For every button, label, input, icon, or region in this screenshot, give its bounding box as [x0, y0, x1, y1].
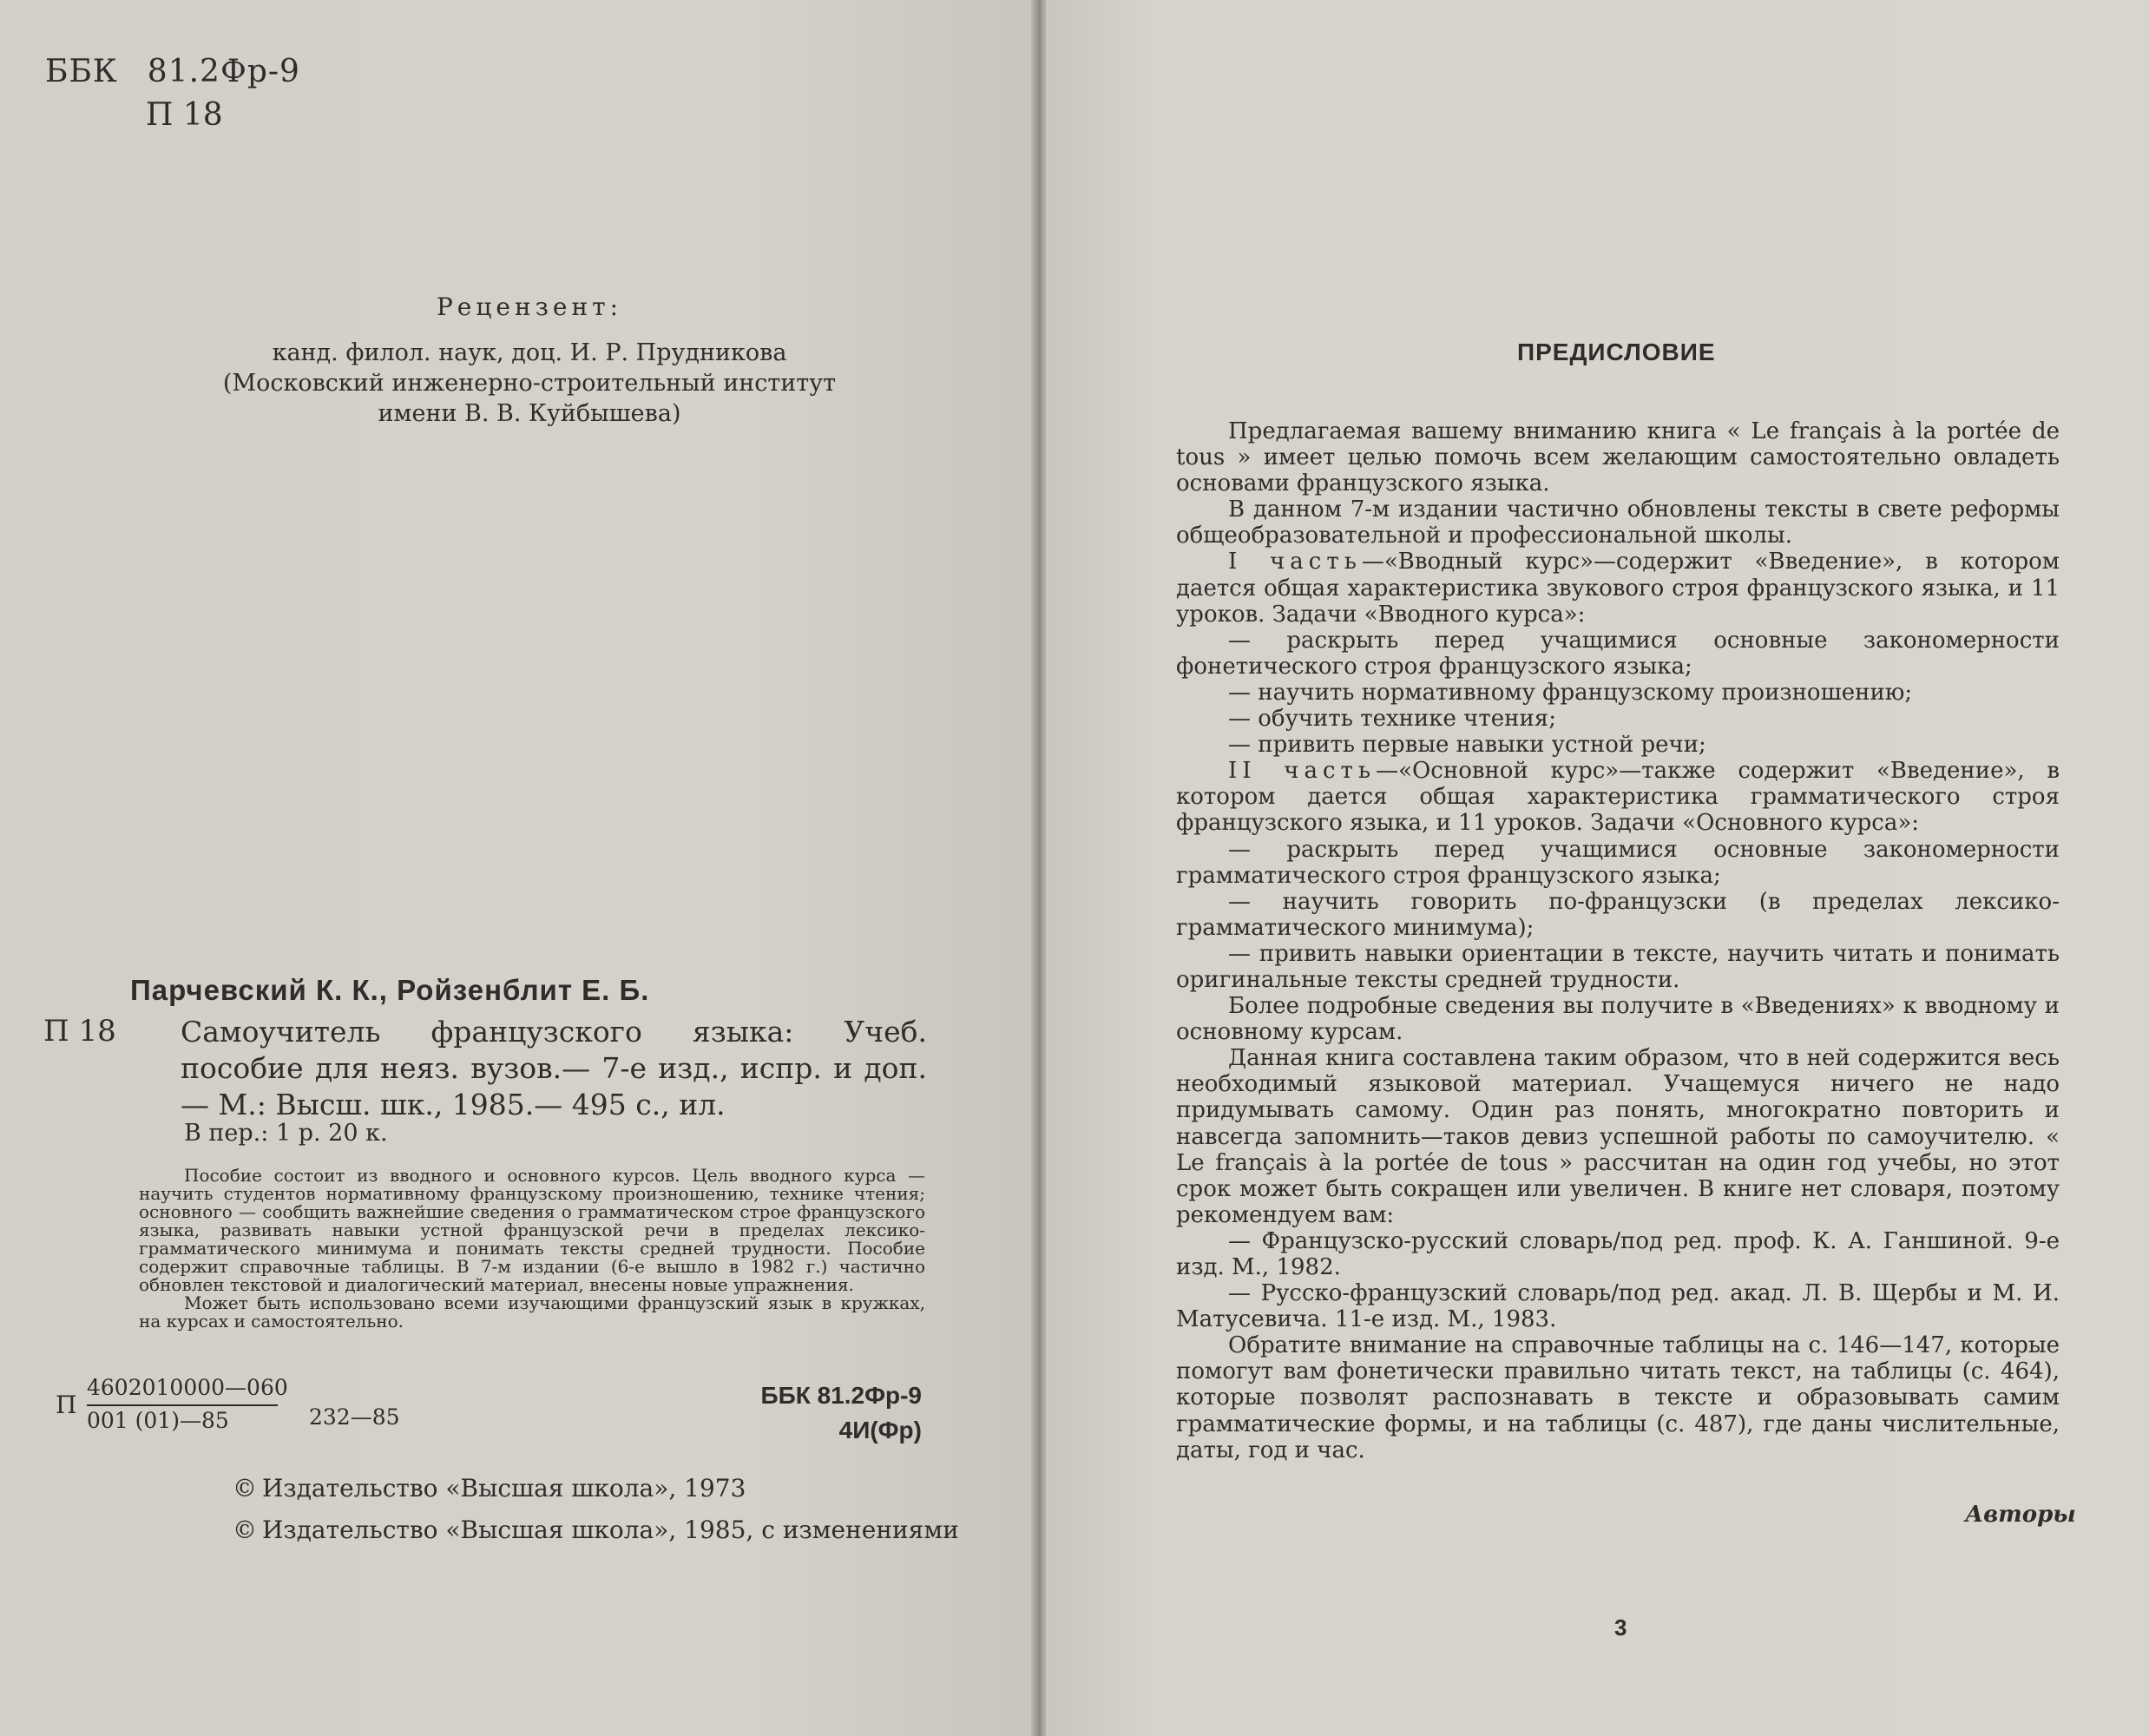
- reviewer-heading: Рецензент:: [436, 293, 623, 321]
- index-code-2: П 18: [43, 1014, 116, 1049]
- task-item: — привить первые навыки устной речи;: [1228, 732, 1706, 759]
- page-number: 3: [1614, 1614, 1627, 1641]
- preface-paragraph: [1176, 549, 2060, 627]
- class-code: 4И(Фр): [838, 1417, 922, 1443]
- bbk-label: ББК: [45, 54, 118, 89]
- dictionary-item: — Русско-французский словарь/под ред. акад. Л. В. Щербы и М. И. Матусевича. 11-е изд. М., 1983.: [1176, 1280, 2060, 1333]
- task-item: — обучить технике чтения;: [1228, 706, 1556, 733]
- annotation-paragraph: Пособие состоит из вводного и основного курсов. Цель вводного курса — научить студентов нормативному французскому произношению, технике чтения; основного — сообщить важнейшие сведения о грамматическом строе французского языка, развивать навыки устной французской речи в пределах лексико-грамматического минимума и понимать тексты средней трудности. Пособие содержит справочные таблицы. В 7-м издании (6-е вышло в 1982 г.) частично обновлен текстовой и диалогический материал, внесены новые упражнения.: [139, 1165, 925, 1295]
- copyright-icon: ©: [233, 1474, 257, 1503]
- copyright-icon: ©: [233, 1516, 257, 1544]
- preface-body: [1176, 418, 2060, 1463]
- preface-paragraph: [1176, 758, 2060, 836]
- bbk-header: [45, 54, 300, 89]
- copyright-text: Издательство «Высшая школа», 1985, с изменениями: [262, 1516, 959, 1544]
- dictionary-item: — Французско-русский словарь/под ред. проф. К. А. Ганшиной. 9-е изд. М., 1982.: [1176, 1227, 2060, 1280]
- preface-paragraph: Данная книга составлена таким образом, что в ней содержится весь необходимый языковой материал. Учащемуся ничего не надо придумывать самому. Один раз понять, многократно повторить и навсегда запомнить—таков девиз успешной работы по самоучителю. « Le français à la portée de tous » рассчитан на один год учебы, но этот срок может быть сокращен или увеличен. В книге нет словаря, поэтому рекомендуем вам:: [1176, 1045, 2060, 1228]
- part-text: —«Основной курс»—также содержит «Введение», в котором дается общая характеристика грамматического строя французского языка, и 11 уроков. Задачи «Основного курса»:: [1176, 758, 2060, 837]
- task-item: — раскрыть перед учащимися основные закономерности грамматического строя французского языка;: [1176, 836, 2060, 889]
- left-page: [0, 0, 1037, 1736]
- part-label: I часть: [1228, 549, 1362, 575]
- bbk-bottom-code: ББК 81.2Фр-9: [760, 1382, 922, 1409]
- bbk-footer: [748, 1378, 922, 1448]
- reviewer-line: имени В. В. Куйбышева): [378, 400, 681, 427]
- part-label: II часть: [1228, 758, 1377, 785]
- task-item: — научить говорить по-французски (в пределах лексико-грамматического минимума);: [1176, 888, 2060, 941]
- copyright-1973: [233, 1474, 746, 1503]
- preface-paragraph: Предлагаемая вашему вниманию книга « Le français à la portée de tous » имеет целью помочь всем желающим самостоятельно овладеть основами французского языка.: [1176, 418, 2060, 497]
- bibliographic-description: Самоучитель французского языка: Учеб. пособие для неяз. вузов.— 7-е изд., испр. и доп.— М.: Высш. шк., 1985.— 495 с., ил.: [181, 1015, 927, 1121]
- annotation: [139, 1167, 925, 1331]
- reviewer-line: канд. филол. наук, доц. И. Р. Прудникова: [272, 339, 787, 366]
- copyright-text: Издательство «Высшая школа», 1973: [262, 1474, 746, 1503]
- copyright-1985: [233, 1516, 959, 1544]
- preface-paragraph: В данном 7-м издании частично обновлены тексты в свете реформы общеобразовательной и профессиональной школы.: [1176, 496, 2060, 549]
- signature: Авторы: [1965, 1502, 2076, 1528]
- preface-paragraph: Более подробные сведения вы получите в «Введениях» к вводному и основному курсам.: [1176, 993, 2060, 1046]
- part-text: —«Вводный курс»—содержит «Введение», в котором дается общая характеристика звукового строя французского языка, и 11 уроков. Задачи «Вводного курса»:: [1176, 549, 2060, 628]
- code-letter: П: [56, 1391, 77, 1419]
- reviewer-block: [156, 292, 903, 429]
- bbk-code: 81.2Фр-9: [147, 54, 300, 89]
- price: В пер.: 1 р. 20 к.: [184, 1120, 388, 1147]
- task-item: — раскрыть перед учащимися основные закономерности фонетического строя французского языка;: [1176, 627, 2060, 680]
- code-denominator: 001 (01)—85: [87, 1404, 278, 1433]
- code-suffix: 232—85: [309, 1404, 400, 1430]
- preface-paragraph: Обратите внимание на справочные таблицы на с. 146—147, которые помогут вам фонетически правильно читать текст, на таблицы (с. 464), которые позволят распознавать в тексте и образовывать самим грамматические формы, и на таблицы (с. 487), где даны числительные, даты, год и час.: [1176, 1332, 2060, 1463]
- preface-title: ПРЕДИСЛОВИЕ: [1517, 339, 1716, 365]
- reviewer-line: (Московский инженерно-строительный институт: [222, 370, 837, 397]
- annotation-paragraph: Может быть использовано всеми изучающими французский язык в кружках, на курсах и самостоятельно.: [139, 1292, 925, 1332]
- index-code: П 18: [146, 97, 223, 133]
- authors: Парчевский К. К., Ройзенблит Е. Б.: [130, 974, 650, 1006]
- task-item: — научить нормативному французскому произношению;: [1228, 679, 1913, 706]
- task-item: — привить навыки ориентации в тексте, научить читать и понимать оригинальные тексты средней трудности.: [1176, 940, 2060, 993]
- code-numerator: 4602010000—060: [87, 1375, 288, 1400]
